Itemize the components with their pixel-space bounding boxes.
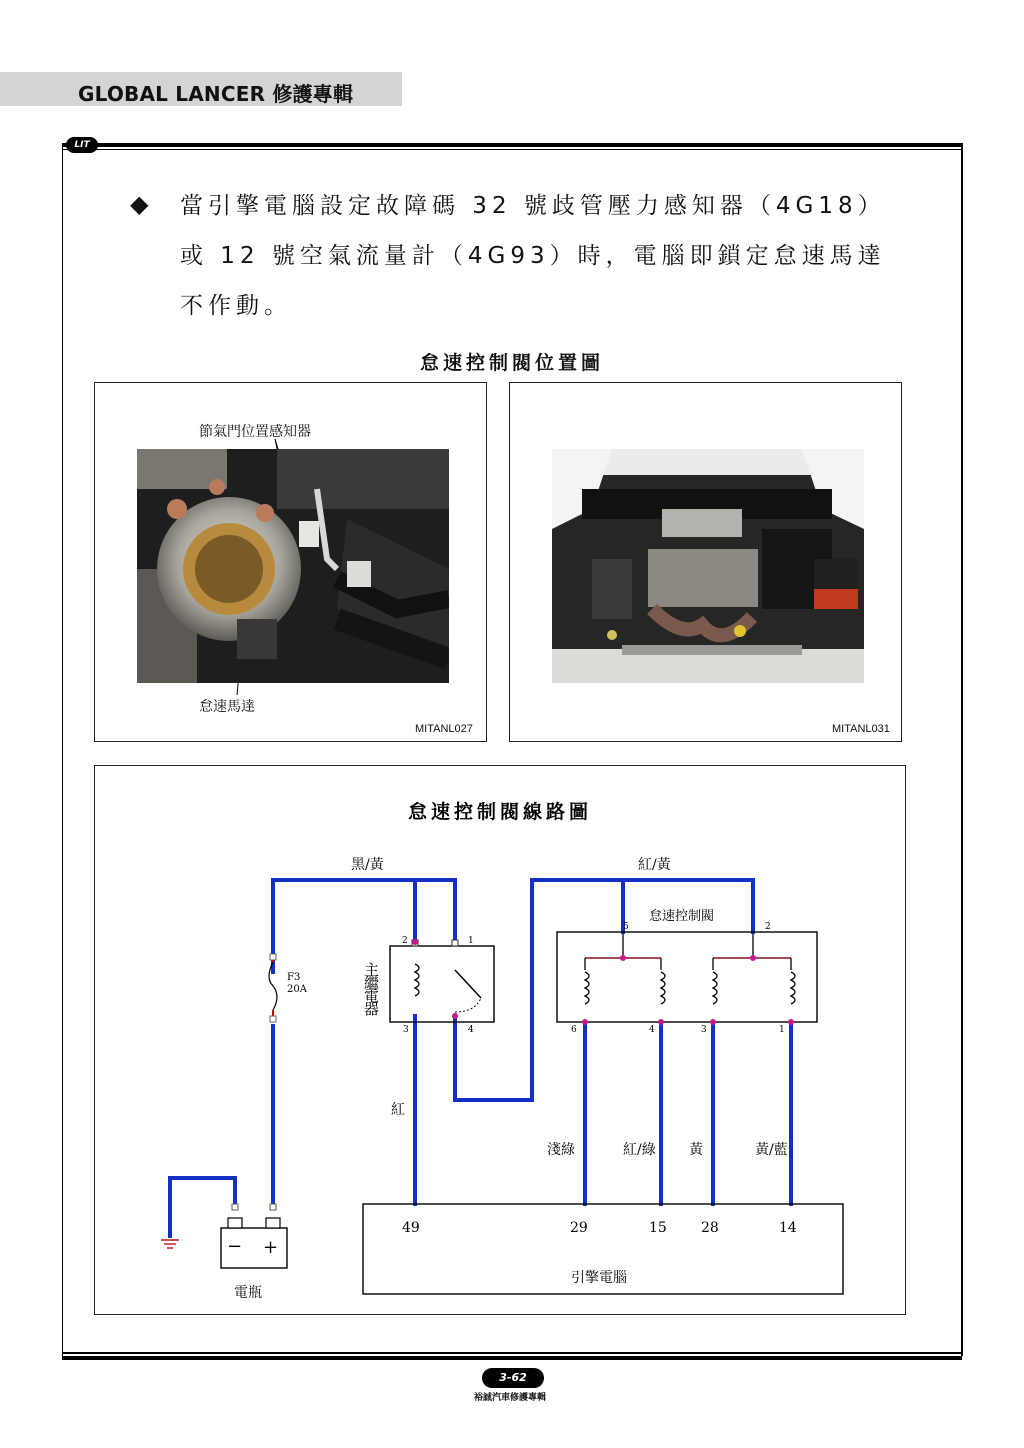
photo-box-right	[509, 382, 902, 742]
location-diagram-title: 怠速控制閥位置圖	[419, 352, 604, 374]
intro-line-3: 不作動。	[180, 293, 292, 319]
engine-ecu-label: 引擎電腦	[571, 1270, 627, 1286]
wire-label-red: 紅	[391, 1102, 405, 1118]
frame-bottom-rule	[62, 1356, 962, 1360]
page-number: 3-62	[482, 1368, 544, 1388]
ecu-pin-29: 29	[570, 1220, 588, 1236]
photo-code-right: MITANL031	[832, 723, 890, 735]
frame-bottom-rule-thin	[62, 1352, 962, 1354]
wire-label-red-green: 紅/綠	[623, 1142, 656, 1158]
ecu-pin-15: 15	[649, 1220, 667, 1236]
photo-code-left: MITANL027	[415, 723, 473, 735]
publisher-logo: LIT	[66, 137, 98, 153]
frame-top-rule	[62, 143, 962, 147]
fuse-name: F3	[287, 972, 301, 983]
intro-line-2: 或 12 號空氣流量計（4G93）時，電腦即鎖定怠速馬達	[180, 243, 886, 269]
isc-pin-1: 1	[779, 1025, 785, 1035]
wiring-diagram-box	[94, 765, 906, 1315]
frame-right-rule	[961, 143, 963, 1356]
isc-pin-2: 2	[765, 922, 771, 932]
fuse-rating: 20A	[287, 984, 307, 995]
throttle-body-photo	[137, 449, 449, 683]
isc-pin-6: 6	[571, 1025, 577, 1035]
ground-symbol	[161, 1240, 179, 1248]
isc-pin-4: 4	[649, 1025, 655, 1035]
relay-pin-4: 4	[468, 1025, 474, 1035]
wire-label-yellow: 黃	[689, 1142, 703, 1158]
battery-minus: −	[227, 1236, 243, 1257]
frame-top-rule-thin	[62, 149, 962, 150]
wire-label-yellow-blue: 黃/藍	[755, 1142, 788, 1158]
battery-label: 電瓶	[234, 1285, 262, 1301]
ecu-pin-49: 49	[402, 1220, 420, 1236]
isc-pin-3: 3	[701, 1025, 707, 1035]
wire-label-black-yellow: 黑/黃	[351, 857, 384, 873]
relay-pin-1: 1	[468, 936, 474, 946]
wire-label-red-yellow: 紅/黃	[638, 857, 671, 873]
idle-motor-label: 怠速馬達	[199, 699, 255, 715]
battery-plus: +	[263, 1237, 279, 1258]
wire-harness	[170, 880, 791, 1238]
wire-label-light-green: 淺綠	[547, 1142, 575, 1158]
main-relay-label: 主繼電器	[362, 962, 380, 1014]
engine-bay-photo	[552, 449, 864, 683]
idle-valve-label: 怠速控制閥	[649, 909, 715, 924]
publisher-name: 裕誠汽車修護專輯	[474, 1393, 547, 1403]
frame-left-rule	[62, 143, 63, 1356]
main-relay	[390, 940, 494, 1022]
relay-pin-2: 2	[402, 936, 408, 946]
ecu-pin-14: 14	[779, 1220, 797, 1236]
bullet-diamond-icon: ◆	[130, 190, 149, 218]
page-header-title: GLOBAL LANCER 修護專輯	[78, 82, 354, 106]
photo-box-left	[94, 382, 487, 742]
throttle-sensor-label: 節氣門位置感知器	[199, 424, 311, 440]
intro-paragraph	[180, 181, 910, 331]
ecu-pin-28: 28	[701, 1220, 719, 1236]
intro-line-1: 當引擎電腦設定故障碼 32 號歧管壓力感知器（4G18）	[180, 193, 886, 219]
isc-pin-5: 5	[623, 922, 629, 932]
wiring-diagram-title: 怠速控制閥線路圖	[407, 801, 593, 823]
relay-pin-3: 3	[403, 1025, 409, 1035]
wiring-diagram	[95, 766, 905, 1314]
